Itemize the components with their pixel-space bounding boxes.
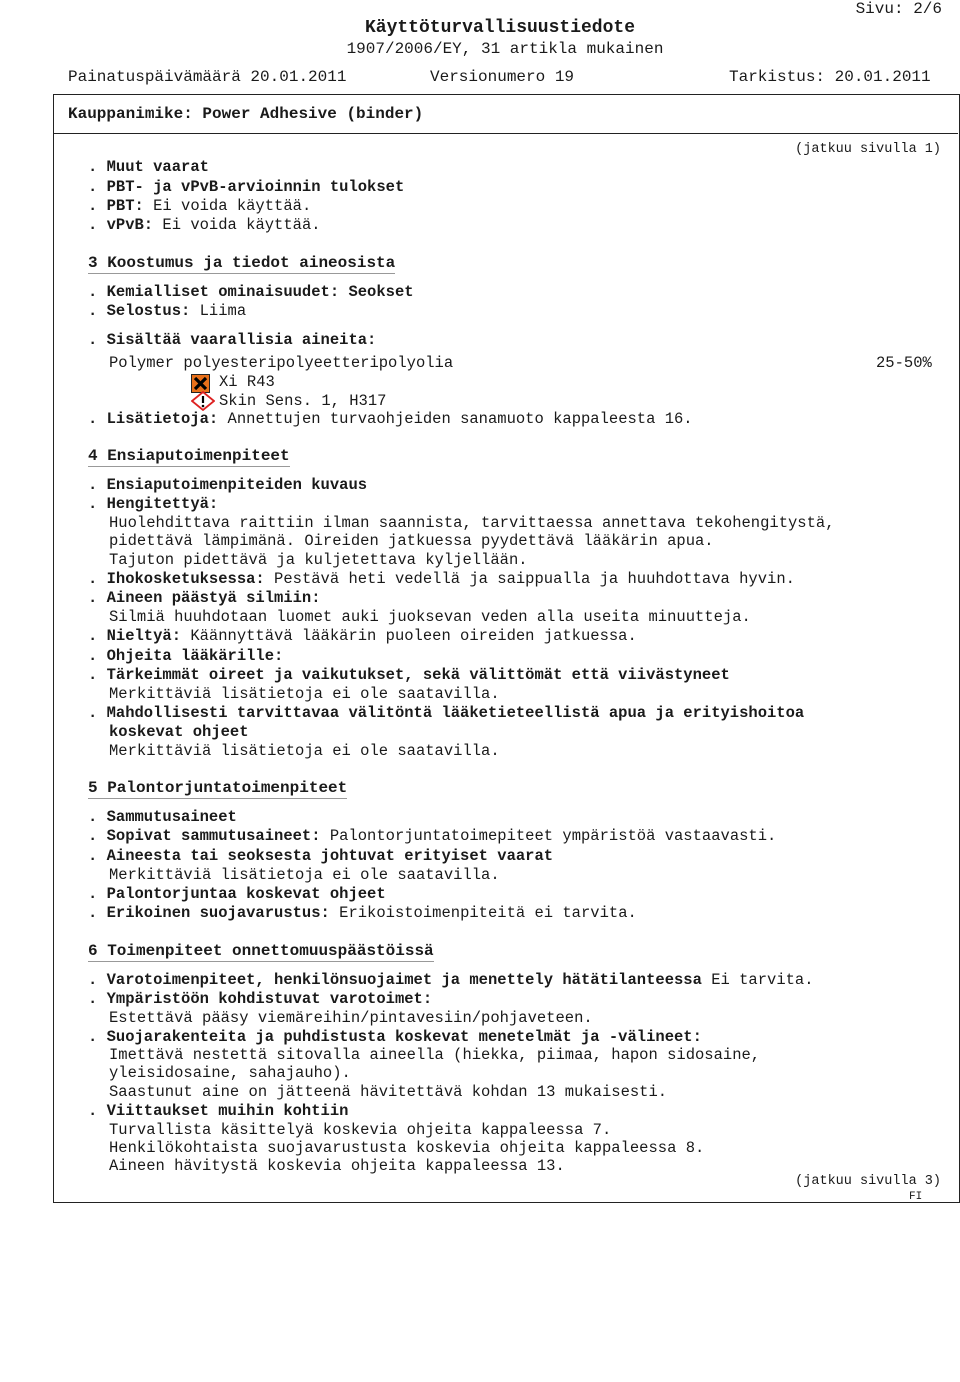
firefighter-advice-label: . Palontorjuntaa koskevat ohjeet: [88, 885, 386, 903]
page-number: Sivu: 2/6: [855, 0, 942, 18]
language-code: FI: [909, 1191, 923, 1203]
trade-name: Kauppanimike: Power Adhesive (binder): [68, 105, 424, 123]
inhalation-text-1: Huolehdittava raittiin ilman saannista, tarvittaessa annettava tekohengitystä,: [109, 514, 835, 532]
ghs-exclamation-icon: [191, 391, 215, 411]
medical-attention-label-1: . Mahdollisesti tarvittavaa välitöntä lääketieteellistä apua ja erityishoitoa: [88, 704, 805, 722]
substance-percent: 25-50%: [876, 354, 932, 372]
inhalation-text-3: Tajuton pidettävä ja kuljetettava kyljellään.: [109, 551, 528, 569]
first-aid-description: . Ensiaputoimenpiteiden kuvaus: [88, 476, 368, 494]
protective-equipment-line: . Erikoinen suojavarustus: Erikoistoimenpiteitä ei tarvita.: [88, 904, 637, 922]
classification-r43: Xi R43: [219, 373, 275, 391]
vpvb-line: [88, 216, 321, 234]
section-4-heading: 4 Ensiaputoimenpiteet: [88, 447, 290, 465]
pbt-label: . PBT:: [88, 197, 144, 215]
special-hazards-text: Merkittäviä lisätietoja ei ole saatavilla.: [109, 866, 500, 884]
vpvb-value: Ei voida käyttää.: [153, 216, 321, 234]
section-6-heading: 6 Toimenpiteet onnettomuuspäästöissä: [88, 942, 434, 960]
continued-from: (jatkuu sivulla 1): [795, 142, 941, 157]
references-text-2: Henkilökohtaista suojavarustusta koskevia ohjeita kappaleessa 8.: [109, 1139, 705, 1157]
special-hazards-label: . Aineesta tai seoksesta johtuvat erityiset vaarat: [88, 847, 554, 865]
revision-date: Tarkistus: 20.01.2011: [729, 68, 931, 86]
cleanup-text-1: Imettävä nestettä sitovalla aineella (hiekka, piimaa, hapon sidosaine,: [109, 1046, 761, 1064]
precautions-line: . Varotoimenpiteet, henkilönsuojaimet ja menettely hätätilanteessa Ei tarvita.: [88, 971, 814, 989]
section-5-heading: 5 Palontorjuntatoimenpiteet: [88, 779, 348, 797]
document-title: Käyttöturvallisuustiedote: [364, 18, 636, 38]
medical-attention-label-2: koskevat ohjeet: [109, 723, 249, 741]
medical-attention-text: Merkittäviä lisätietoja ei ole saatavilla.: [109, 742, 500, 760]
classification-h317: Skin Sens. 1, H317: [219, 392, 387, 410]
extinguishing-media: . Sammutusaineet: [88, 808, 237, 826]
section-3-heading: 3 Koostumus ja tiedot aineosista: [88, 254, 396, 272]
substance-name: Polymer polyesteripolyeetteripolyolia: [109, 354, 454, 372]
ingestion-line: . Nieltyä: Käännyttävä lääkärin puoleen oireiden jatkuessa.: [88, 627, 637, 645]
environmental-precautions-text: Estettävä pääsy viemäreihin/pintavesiin/pohjaveteen.: [109, 1009, 593, 1027]
pbt-line: [88, 197, 311, 215]
environmental-precautions-label: . Ympäristöön kohdistuvat varotoimet:: [88, 990, 433, 1008]
inhalation-label: . Hengitettyä:: [88, 495, 219, 513]
cleanup-text-3: Saastunut aine on jätteenä hävitettävä kohdan 13 mukaisesti.: [109, 1083, 668, 1101]
frame-divider: [53, 133, 958, 134]
inhalation-text-2: pidettävä lämpimänä. Oireiden jatkuessa pyydettävä lääkärin apua.: [109, 532, 714, 550]
skin-contact-line: . Ihokosketuksessa: Pestävä heti vedellä ja saippualla ja huuhdottava hyvin.: [88, 570, 795, 588]
eye-contact-text: Silmiä huuhdotaan luomet auki juoksevan veden alla useita minuutteja.: [109, 608, 751, 626]
additional-info-line: . Lisätietoja: Annettujen turvaohjeiden sanamuoto kappaleesta 16.: [88, 410, 693, 428]
pbt-value: Ei voida käyttää.: [143, 197, 312, 215]
dangerous-components-label: . Sisältää vaarallisia aineita:: [88, 331, 377, 349]
regulation-reference: 1907/2006/EY, 31 artikla mukainen: [346, 40, 664, 58]
cleanup-text-2: yleisidosaine, sahajauho).: [109, 1064, 351, 1082]
references-text-3: Aineen hävitystä koskevia ohjeita kappaleessa 13.: [109, 1157, 565, 1175]
version-number: Versionumero 19: [430, 68, 575, 86]
print-date: Painatuspäivämäärä 20.01.2011: [68, 68, 347, 86]
pbt-results: . PBT- ja vPvB-arvioinnin tulokset: [88, 178, 405, 196]
description-line: . Selostus: Liima: [88, 302, 247, 320]
eye-contact-label: . Aineen päästyä silmiin:: [88, 589, 321, 607]
references-label: . Viittaukset muihin kohtiin: [88, 1102, 349, 1120]
chemical-characterization: . Kemialliset ominaisuudet: Seokset: [88, 283, 414, 301]
references-text-1: Turvallista käsittelyä koskevia ohjeita kappaleessa 7.: [109, 1121, 612, 1139]
cleanup-methods-label: . Suojarakenteita ja puhdistusta koskevat menetelmät ja -välineet:: [88, 1028, 702, 1046]
symptoms-text: Merkittäviä lisätietoja ei ole saatavilla.: [109, 685, 500, 703]
suitable-media-line: . Sopivat sammutusaineet: Palontorjuntatoimepiteet ympäristöä vastaavasti.: [88, 827, 777, 845]
doctor-info-label: . Ohjeita lääkärille:: [88, 647, 284, 665]
continued-on: (jatkuu sivulla 3): [795, 1174, 941, 1189]
symptoms-label: . Tärkeimmät oireet ja vaikutukset, sekä välittömät että viivästyneet: [88, 666, 730, 684]
vpvb-label: . vPvB:: [88, 216, 154, 234]
other-hazards: . Muut vaarat: [88, 158, 209, 176]
